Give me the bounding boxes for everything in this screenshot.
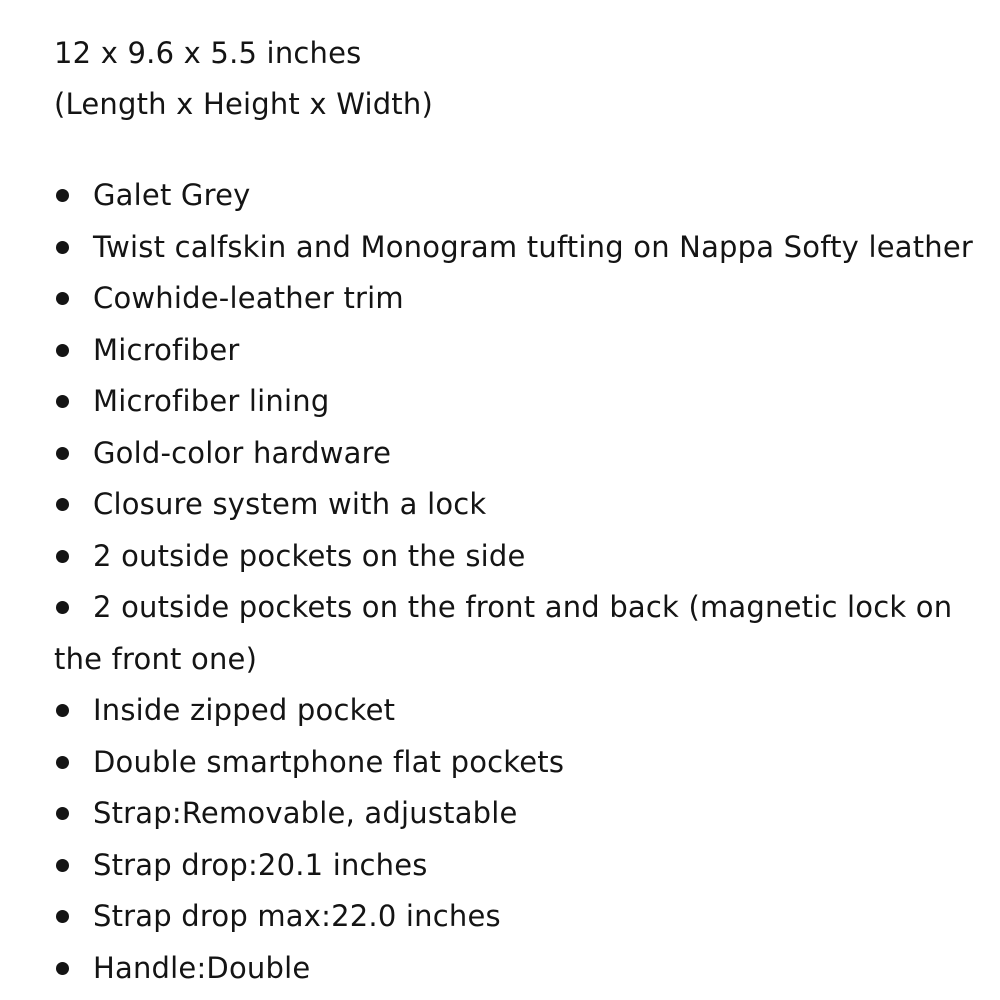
list-item (54, 891, 1000, 943)
bullet-icon (56, 241, 69, 254)
bullet-icon (56, 395, 69, 408)
dimensions-size: 12 x 9.6 x 5.5 inches (54, 36, 362, 70)
list-item (54, 737, 1000, 789)
bullet-icon (56, 498, 69, 511)
feature-text: Closure system with a lock (93, 487, 487, 521)
list-item (54, 325, 1000, 377)
feature-text: Double smartphone flat pockets (93, 744, 565, 779)
feature-text: 2 outside pockets on the front and back (magnetic lock on the front one) (54, 590, 953, 676)
list-item (54, 273, 1000, 325)
feature-text: Strap drop:20.1 inches (93, 847, 428, 882)
bullet-icon (56, 447, 69, 460)
list-item (54, 428, 1000, 480)
bullet-icon (56, 756, 69, 769)
list-item (54, 376, 1000, 428)
feature-text: Galet Grey (93, 178, 251, 212)
list-item (54, 840, 1000, 892)
feature-text: Microfiber lining (93, 384, 330, 418)
bullet-icon (56, 859, 69, 872)
list-item (54, 222, 1000, 274)
list-item (54, 685, 1000, 737)
bullet-icon (56, 962, 69, 975)
bullet-icon (56, 189, 69, 202)
spacer (54, 130, 1000, 170)
product-details (54, 28, 1000, 994)
feature-text: Microfiber (93, 332, 240, 367)
feature-text: Handle:Double (93, 950, 311, 985)
bullet-icon (56, 292, 69, 305)
feature-text: Twist calfskin and Monogram tufting on Nappa Softy leather (93, 229, 974, 264)
bullet-icon (56, 344, 69, 357)
dimensions-legend: (Length x Height x Width) (54, 87, 433, 121)
feature-list (54, 170, 1000, 994)
bullet-icon (56, 807, 69, 820)
feature-text: Strap drop max:22.0 inches (93, 899, 501, 933)
bullet-icon (56, 601, 69, 614)
feature-text: Cowhide-leather trim (93, 281, 404, 315)
list-item (54, 531, 1000, 583)
list-item (54, 943, 1000, 995)
bullet-icon (56, 550, 69, 563)
list-item (54, 170, 1000, 222)
feature-text: 2 outside pockets on the side (93, 538, 526, 573)
list-item (54, 788, 1000, 840)
list-item (54, 479, 1000, 531)
feature-text: Inside zipped pocket (93, 693, 396, 727)
feature-text: Strap:Removable, adjustable (93, 796, 518, 830)
bullet-icon (56, 704, 69, 717)
feature-text: Gold-color hardware (93, 435, 392, 470)
bullet-icon (56, 910, 69, 923)
list-item (54, 582, 1000, 685)
